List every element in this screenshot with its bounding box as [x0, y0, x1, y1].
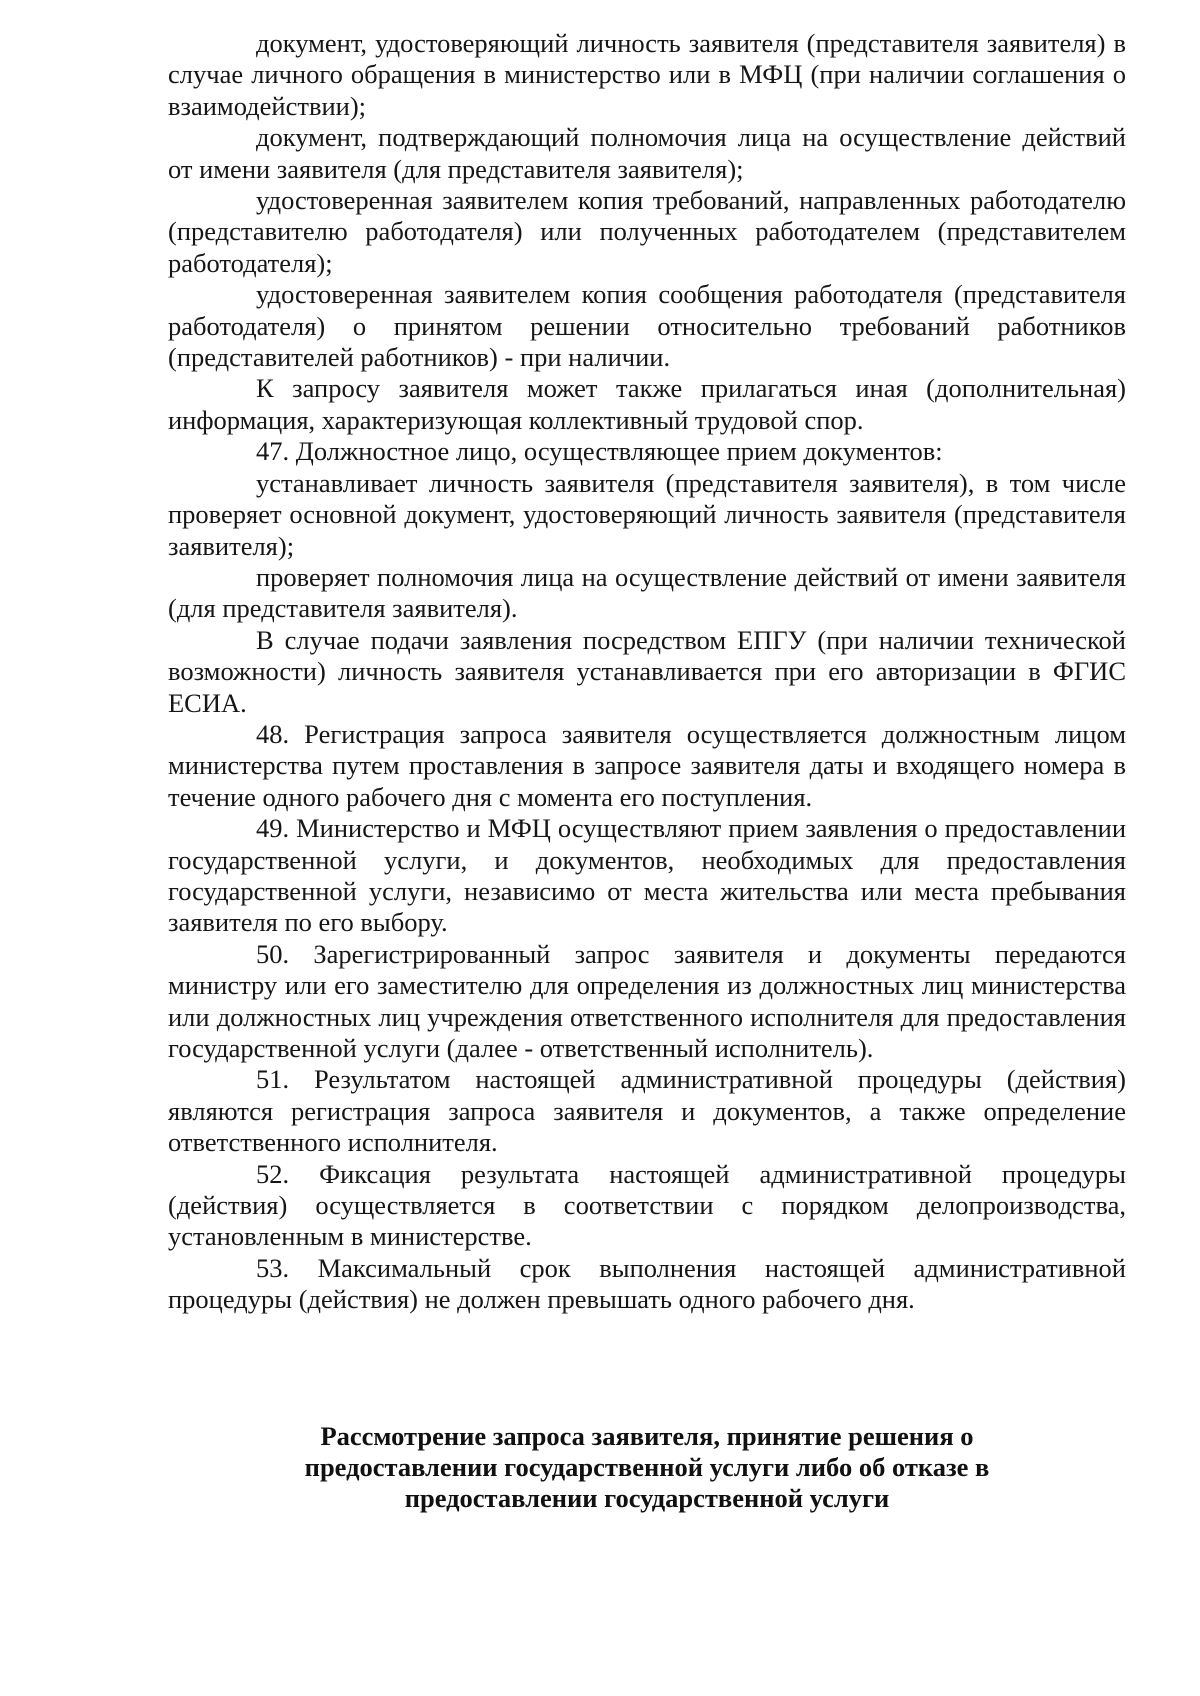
paragraph-authority-document: документ, подтверждающий полномочия лица на осуществление действий от имени заявителя (для представителя заявителя);	[168, 122, 1126, 184]
section-heading-line: предоставлении государственной услуги либо об отказе в	[304, 1452, 990, 1482]
section-heading	[168, 1421, 1126, 1514]
paragraph-52: 52. Фиксация результата настоящей административной процедуры (действия) осуществляется в соответствии с порядком делопроизводства, установленным в министерстве.	[168, 1158, 1126, 1252]
paragraph-49: 49. Министерство и МФЦ осуществляют прием заявления о предоставлении государственной услуги, и документов, необходимых для предоставления государственной услуги, независимо от места жительства или места пребывания заявителя по его выбору.	[168, 813, 1126, 938]
paragraph-copy-of-demands: удостоверенная заявителем копия требований, направленных работодателю (представителю работодателя) или полученных работодателем (представителем работодателя);	[168, 185, 1126, 278]
paragraph-53: 53. Максимальный срок выполнения настоящей административной процедуры (действия) не должен превышать одного рабочего дня.	[168, 1252, 1126, 1315]
paragraph-additional-information: К запросу заявителя может также прилагаться иная (дополнительная) информация, характеризующая коллективный трудовой спор.	[168, 373, 1126, 435]
paragraph-47: 47. Должностное лицо, осуществляющее прием документов:	[256, 436, 943, 467]
paragraph-47-identity-check: устанавливает личность заявителя (представителя заявителя), в том числе проверяет основной документ, удостоверяющий личность заявителя (представителя заявителя);	[168, 467, 1126, 561]
section-heading-line: предоставлении государственной услуги	[404, 1483, 890, 1513]
paragraph-identity-document: документ, удостоверяющий личность заявителя (представителя заявителя) в случае личного обращения в министерство или в МФЦ (при наличии соглашения о взаимодействии);	[168, 28, 1126, 121]
paragraph-50: 50. Зарегистрированный запрос заявителя и документы передаются министру или его заместителю для определения из должностных лиц министерства или должностных лиц учреждения ответственного исполнителя для предоставления государственной услуги (далее - ответственный исполнитель).	[168, 938, 1126, 1063]
paragraph-epgu-authorization: В случае подачи заявления посредством ЕПГУ (при наличии технической возможности) личность заявителя устанавливается при его авторизации в ФГИС ЕСИА.	[168, 624, 1126, 718]
document-body	[168, 28, 1126, 1316]
paragraph-51: 51. Результатом настоящей административной процедуры (действия) являются регистрация запроса заявителя и документов, а также определение ответственного исполнителя.	[168, 1064, 1126, 1158]
paragraph-47-authority-check: проверяет полномочия лица на осуществление действий от имени заявителя (для представителя заявителя).	[168, 561, 1126, 624]
paragraph-copy-of-employer-message: удостоверенная заявителем копия сообщения работодателя (представителя работодателя) о принятом решении относительно требований работников (представителей работников) - при наличии.	[168, 279, 1126, 373]
paragraph-48: 48. Регистрация запроса заявителя осуществляется должностным лицом министерства путем проставления в запросе заявителя даты и входящего номера в течение одного рабочего дня с момента его поступления.	[168, 718, 1126, 812]
section-heading-line: Рассмотрение запроса заявителя, принятие решения о	[320, 1421, 974, 1451]
